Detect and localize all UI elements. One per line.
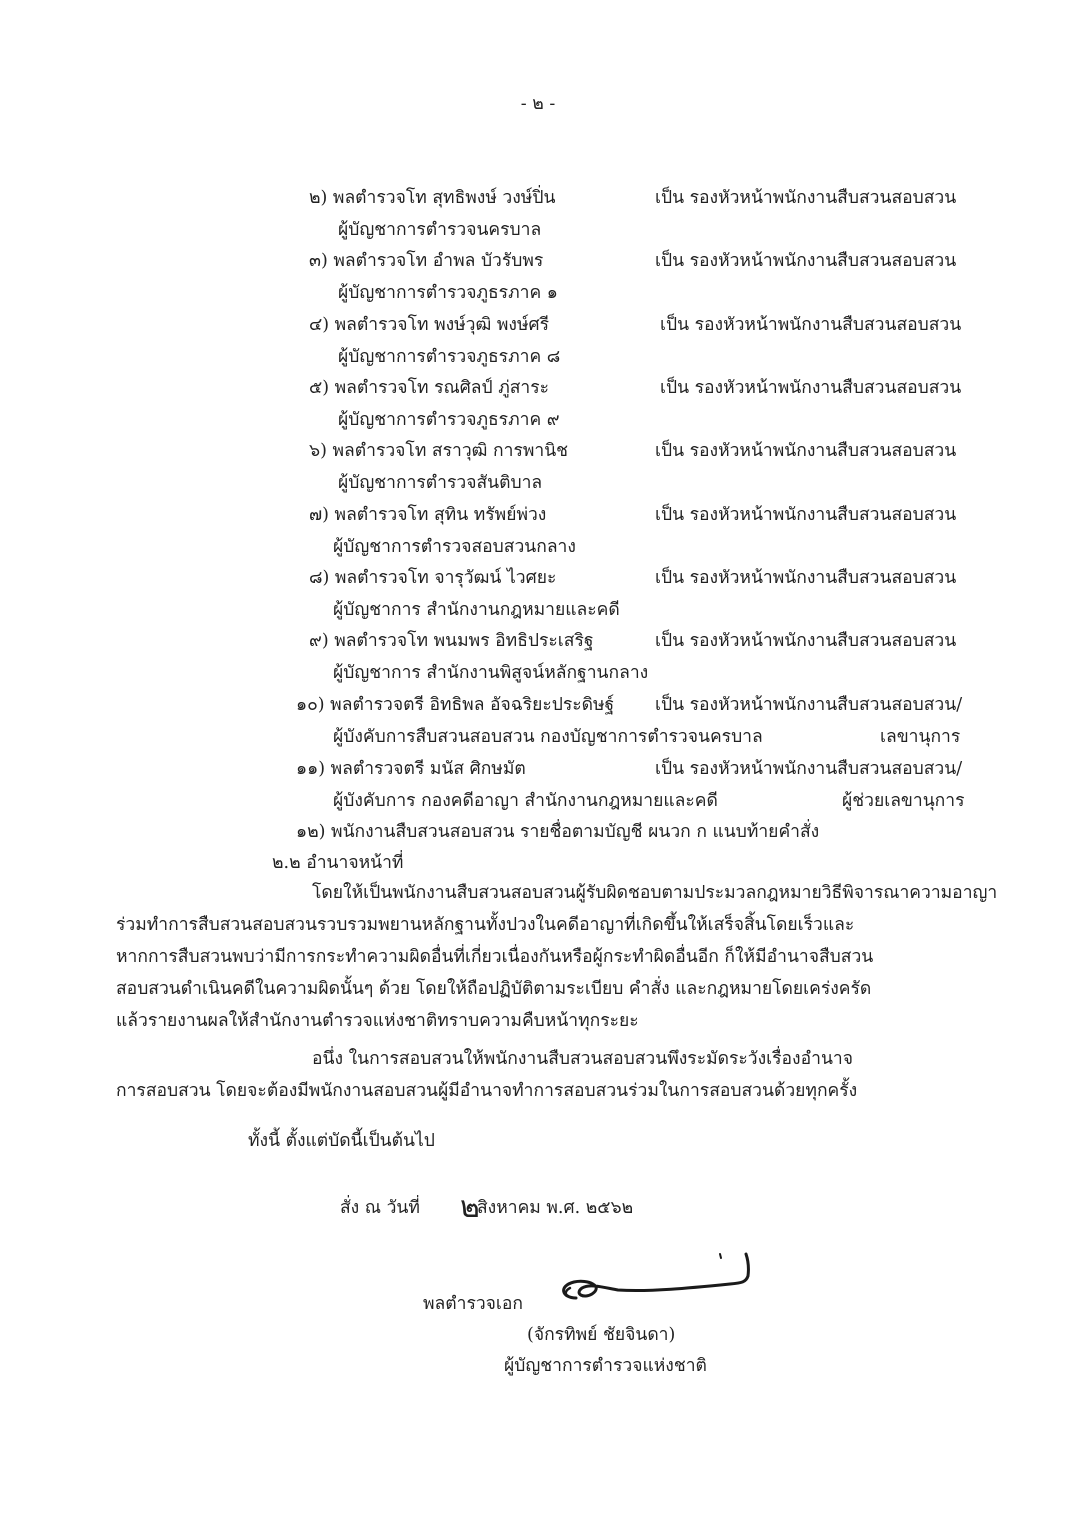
item-role-note: เลขานุการ xyxy=(880,727,961,747)
paragraph-line: โดยให้เป็นพนักงานสืบสวนสอบสวนผู้รับผิดชอบตามประมวลกฎหมายวิธีพิจารณาความอาญา xyxy=(312,883,998,903)
item-name: ๗) พลตำรวจโท สุทิน ทรัพย์พ่วง xyxy=(309,505,547,525)
item-position: ผู้บัญชาการ สำนักงานพิสูจน์หลักฐานกลาง xyxy=(333,663,649,683)
item-role: เป็น รองหัวหน้าพนักงานสืบสวนสอบสวน xyxy=(655,631,957,651)
page-number: - ๒ - xyxy=(520,94,556,114)
paragraph-line: แล้วรายงานผลให้สำนักงานตำรวจแห่งชาติทราบความคืบหน้าทุกระยะ xyxy=(116,1011,639,1031)
item-name: ๒) พลตำรวจโท สุทธิพงษ์ วงษ์ปิ่น xyxy=(309,188,556,208)
item-position: ผู้บัญชาการตำรวจสอบสวนกลาง xyxy=(333,537,576,557)
item-position: ผู้บังคับการสืบสวนสอบสวน กองบัญชาการตำรวจนครบาล xyxy=(333,727,763,747)
item-role: เป็น รองหัวหน้าพนักงานสืบสวนสอบสวน xyxy=(660,315,962,335)
item-role: เป็น รองหัวหน้าพนักงานสืบสวนสอบสวน xyxy=(655,568,957,588)
item-name: ๓) พลตำรวจโท อำพล บัวรับพร xyxy=(309,251,544,271)
item-name: ๔) พลตำรวจโท พงษ์วุฒิ พงษ์ศรี xyxy=(309,315,550,335)
effective-statement: ทั้งนี้ ตั้งแต่บัดนี้เป็นต้นไป xyxy=(248,1131,435,1151)
handwritten-signature-icon xyxy=(530,1248,770,1318)
paragraph-line: สอบสวนดำเนินคดีในความผิดนั้นๆ ด้วย โดยให้ถือปฏิบัติตามระเบียบ คำสั่ง และกฎหมายโดยเคร่งครัด xyxy=(116,979,872,999)
item-role: เป็น รองหัวหน้าพนักงานสืบสวนสอบสวน/ xyxy=(655,759,963,779)
paragraph-line: อนึ่ง ในการสอบสวนให้พนักงานสืบสวนสอบสวนพึงระมัดระวังเรื่องอำนาจ xyxy=(312,1049,853,1069)
item-name: ๑๐) พลตำรวจตรี อิทธิพล อัจฉริยะประดิษฐ์ xyxy=(296,695,615,715)
item-position: ผู้บัญชาการตำรวจนครบาล xyxy=(338,220,542,240)
item-12: ๑๒) พนักงานสืบสวนสอบสวน รายชื่อตามบัญชี ผนวก ก แนบท้ายคำสั่ง xyxy=(296,822,820,842)
paragraph-line: การสอบสวน โดยจะต้องมีพนักงานสอบสวนผู้มีอำนาจทำการสอบสวนร่วมในการสอบสวนด้วยทุกครั้ง xyxy=(116,1081,858,1101)
item-name: ๙) พลตำรวจโท พนมพร อิทธิประเสริฐ xyxy=(309,631,594,651)
item-position: ผู้บังคับการ กองคดีอาญา สำนักงานกฎหมายและคดี xyxy=(333,791,718,811)
item-role: เป็น รองหัวหน้าพนักงานสืบสวนสอบสวน xyxy=(655,441,957,461)
order-date-month-year: สิงหาคม พ.ศ. ๒๕๖๒ xyxy=(477,1198,634,1218)
order-date-day: ๒ xyxy=(460,1190,480,1225)
item-role-note: ผู้ช่วยเลขานุการ xyxy=(842,791,965,811)
item-position: ผู้บัญชาการตำรวจภูธรภาค ๙ xyxy=(338,410,560,430)
item-position: ผู้บัญชาการ สำนักงานกฎหมายและคดี xyxy=(333,600,620,620)
item-role: เป็น รองหัวหน้าพนักงานสืบสวนสอบสวน xyxy=(655,251,957,271)
item-role: เป็น รองหัวหน้าพนักงานสืบสวนสอบสวน/ xyxy=(655,695,963,715)
item-name: ๘) พลตำรวจโท จารุวัฒน์ ไวศยะ xyxy=(309,568,557,588)
item-name: ๑๑) พลตำรวจตรี มนัส ศิกษมัต xyxy=(296,759,526,779)
paragraph-line: หากการสืบสวนพบว่ามีการกระทำความผิดอื่นที่เกี่ยวเนื่องกันหรือผู้กระทำผิดอื่นอีก ก็ให้มีอำนาจสืบสวน xyxy=(116,947,874,967)
signatory-name: (จักรทิพย์ ชัยจินดา) xyxy=(527,1325,676,1345)
paragraph-line: ร่วมทำการสืบสวนสอบสวนรวบรวมพยานหลักฐานทั้งปวงในคดีอาญาที่เกิดขึ้นให้เสร็จสิ้นโดยเร็วและ xyxy=(116,915,855,935)
item-position: ผู้บัญชาการตำรวจสันติบาล xyxy=(338,473,543,493)
item-position: ผู้บัญชาการตำรวจภูธรภาค ๘ xyxy=(338,347,561,367)
signatory-rank: พลตำรวจเอก xyxy=(423,1294,524,1314)
item-position: ผู้บัญชาการตำรวจภูธรภาค ๑ xyxy=(338,283,558,303)
item-role: เป็น รองหัวหน้าพนักงานสืบสวนสอบสวน xyxy=(655,188,957,208)
item-role: เป็น รองหัวหน้าพนักงานสืบสวนสอบสวน xyxy=(655,505,957,525)
signatory-title: ผู้บัญชาการตำรวจแห่งชาติ xyxy=(504,1356,707,1376)
section-heading: ๒.๒ อำนาจหน้าที่ xyxy=(272,853,404,873)
order-date-prefix: สั่ง ณ วันที่ xyxy=(340,1198,420,1218)
item-role: เป็น รองหัวหน้าพนักงานสืบสวนสอบสวน xyxy=(660,378,962,398)
item-name: ๖) พลตำรวจโท สราวุฒิ การพานิช xyxy=(309,441,569,461)
item-name: ๕) พลตำรวจโท รณศิลป์ ภู่สาระ xyxy=(309,378,550,398)
